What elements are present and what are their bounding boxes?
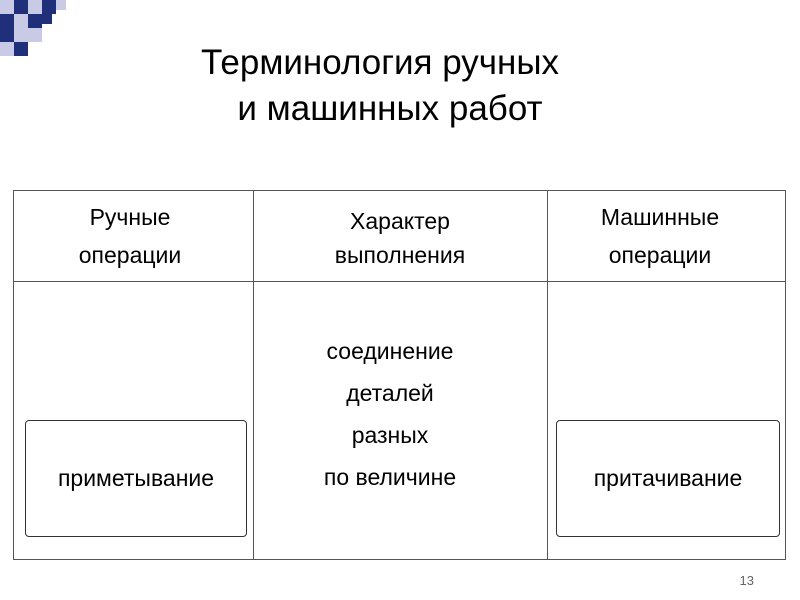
header-execution-line1: Характер: [350, 208, 450, 234]
slide-title: [0, 40, 760, 132]
description-line: разных: [351, 422, 429, 448]
header-execution-line2: выполнения: [334, 242, 466, 268]
table-divider: [547, 191, 548, 559]
header-machine-line1: Машинные: [600, 204, 720, 230]
header-manual-line1: Ручные: [89, 204, 171, 230]
description-line: соединение: [326, 338, 454, 364]
header-execution-nature: [300, 204, 500, 272]
description-line: деталей: [346, 380, 434, 406]
slide-title-line1: Терминология ручных: [200, 43, 560, 82]
slide-title-line2: и машинных работ: [237, 89, 543, 128]
header-manual-operations: [40, 198, 220, 274]
description-line: по величине: [323, 464, 457, 490]
header-machine-operations: [560, 198, 760, 274]
execution-description: [240, 330, 540, 498]
machine-operation-box: притачивание: [556, 420, 780, 537]
table-divider: [14, 281, 785, 282]
header-manual-line2: операции: [78, 242, 182, 268]
header-machine-line2: операции: [608, 242, 712, 268]
page-number: 13: [739, 573, 754, 588]
manual-operation-box: приметывание: [25, 420, 247, 537]
